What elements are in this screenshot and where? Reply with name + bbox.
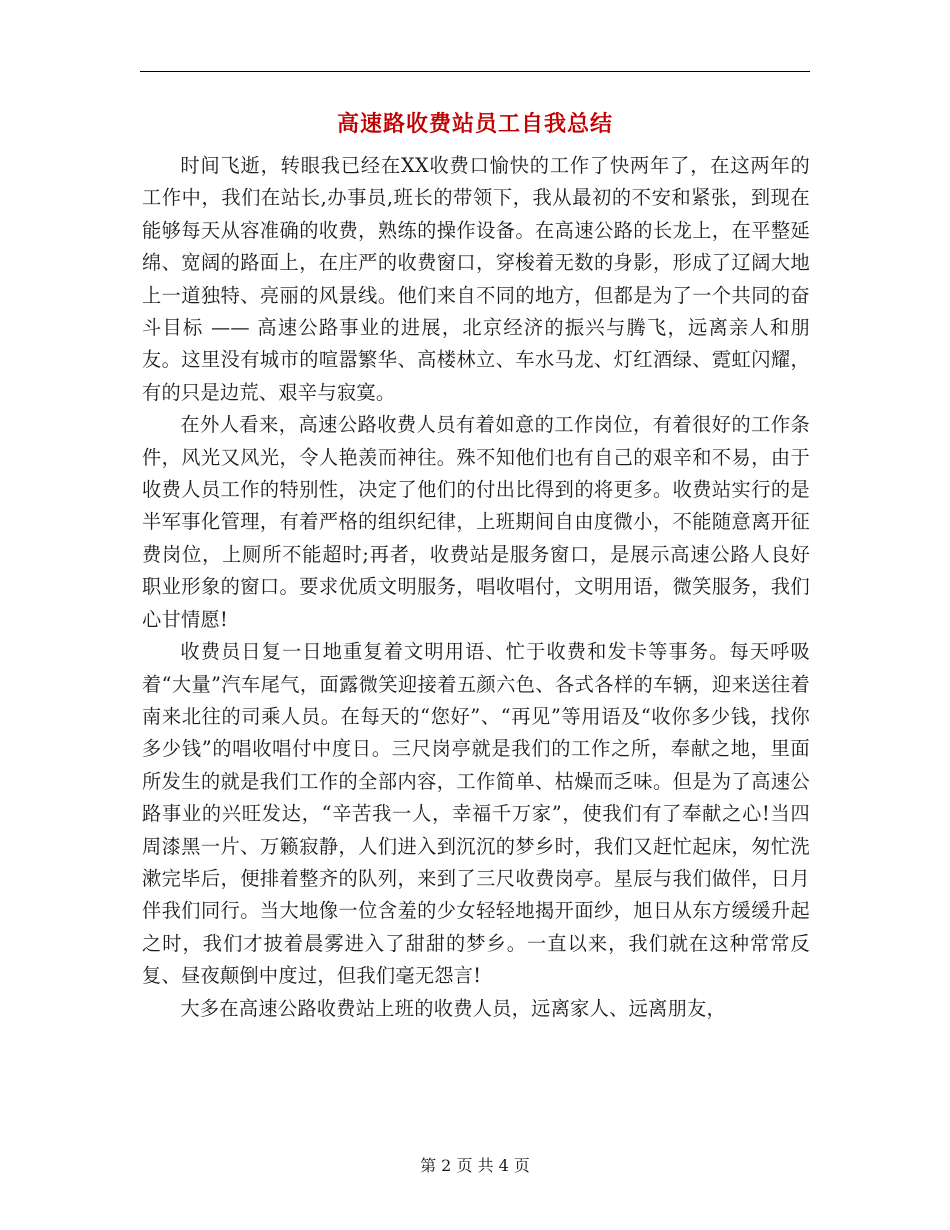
paragraph: 时间飞逝，转眼我已经在XX收费口愉快的工作了快两年了，在这两年的工作中，我们在站长,办事员,班长的带领下，我从最初的不安和紧张，到现在能够每天从容准确的收费，熟练的操作设备。在高速公路的长龙上，在平整延绵、宽阔的路面上，在庄严的收费窗口，穿梭着无数的身影，形成了辽阔大地上一道独特、亮丽的风景线。他们来自不同的地方，但都是为了一个共同的奋斗目标 —— 高速公路事业的进展，北京经济的振兴与腾飞，远离亲人和朋友。这里没有城市的喧嚣繁华、高楼林立、车水马龙、灯红酒绿、霓虹闪耀，有的只是边荒、艰辛与寂寞。 [142,154,810,404]
header-rule [140,71,810,72]
document-title: 高速路收费站员工自我总结 [336,111,613,137]
paragraph: 大多在高速公路收费站上班的收费人员，远离家人、远离朋友， [180,996,727,1020]
paragraph: 收费员日复一日地重复着文明用语、忙于收费和发卡等事务。每天呼吸着“大量”汽车尾气，面露微笑迎接着五颜六色、各式各样的车辆，迎来送往着南来北往的司乘人员。在每天的“您好”、“再见”等用语及“收你多少钱，找你多少钱”的唱收唱付中度日。三尺岗亭就是我们的工作之所，奉献之地，里面所发生的就是我们工作的全部内容，工作简单、枯燥而乏味。但是为了高速公路事业的兴旺发达，“辛苦我一人，幸福千万家”，使我们有了奉献之心!当四周漆黑一片、万籁寂静，人们进入到沉沉的梦乡时，我们又赶忙起床，匆忙洗漱完毕后，便排着整齐的队列，来到了三尺收费岗亭。星辰与我们做伴，日月伴我们同行。当大地像一位含羞的少女轻轻地揭开面纱，旭日从东方缓缓升起之时，我们才披着晨雾进入了甜甜的梦乡。一直以来，我们就在这种常常反复、昼夜颠倒中度过，但我们毫无怨言! [142,640,810,988]
page-number: 第 2 页 共 4 页 [420,1156,530,1175]
paragraph: 在外人看来，高速公路收费人员有着如意的工作岗位，有着很好的工作条件，风光又风光，令人艳羡而神往。殊不知他们也有自己的艰辛和不易，由于收费人员工作的特别性，决定了他们的付出比得到的将更多。收费站实行的是半军事化管理，有着严格的组织纪律，上班期间自由度微小，不能随意离开征费岗位，上厕所不能超时;再者，收费站是服务窗口，是展示高速公路人良好职业形象的窗口。要求优质文明服务，唱收唱付，文明用语，微笑服务，我们心甘情愿! [142,413,810,631]
document-body [142,150,810,1025]
